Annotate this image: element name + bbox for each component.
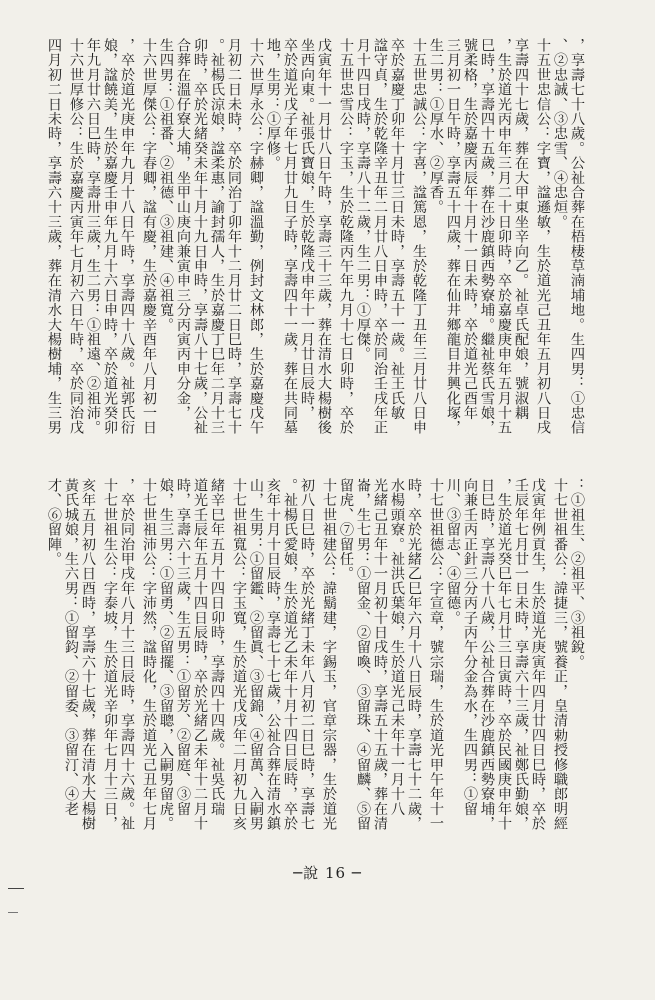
text-column: 四月初二日未時，享壽六十三歲，葬在清水大楊樹埔，生三男 bbox=[46, 38, 62, 435]
text-column: 十五世忠信公：字寶，諡遜敏，生於道光己丑年五月初八日戌 bbox=[535, 38, 551, 435]
text-column: 娘，諡饒美，生於嘉慶壬申年九月十六日申時，卒於道光癸卯 bbox=[102, 38, 118, 435]
page-number: ─說 16 ─ bbox=[293, 864, 362, 882]
upper-text-block bbox=[45, 38, 585, 440]
text-column: 黃氏城娘，生六男：①留鈞、②留委、③留汀、④老 bbox=[63, 478, 79, 817]
text-column: 生四男：①祖番、②祖德、③祖建、④祖寬。 bbox=[158, 38, 174, 332]
binding-mark bbox=[8, 912, 18, 913]
lower-text-block bbox=[45, 478, 585, 838]
text-column: 享壽四十七歲，葬在大甲東坐辛向乙。祉卓氏配娘，號淑耦 bbox=[513, 38, 529, 421]
text-column: ，生於道光癸巳年七月廿三日寅時，卒於民國庚申年十 bbox=[496, 478, 512, 831]
text-column: 戊寅年十一月廿八日午時，享壽三十三歲，葬在清水大楊樹後 bbox=[316, 38, 332, 435]
text-column: 十六世厚傑公：字春卿，諡有慶，生於嘉慶辛酉年八月初一日 bbox=[141, 38, 157, 435]
binding-mark bbox=[8, 888, 24, 889]
text-column: 坐西向東。祉張氏寶娘，生於乾隆戊申年十一月廿日辰時， bbox=[299, 38, 315, 421]
text-column: 十五世忠雪公：字玉，生於乾隆丙午年九月十七日卯時，卒於 bbox=[338, 38, 354, 435]
text-column: 號柔格，生於嘉慶丙辰年十月十一日未時，卒於道光己酉年 bbox=[462, 38, 478, 421]
text-column: 十七世祖生公：字泰坡，生於道光辛卯年七月十三日， bbox=[102, 478, 118, 831]
text-column: 水楊頭寮。祉洪氏葉娘，生於道光己未年十一月十八 bbox=[389, 478, 405, 817]
text-column: 月十四日戌時，享壽八十二歲，生二男：①厚傑。 bbox=[355, 38, 371, 362]
text-column: 生二男：①厚水、②厚香。 bbox=[428, 38, 444, 215]
text-column: 時，享壽六十三歲，生五男：①留芳、②留庭、③留 bbox=[175, 478, 191, 817]
text-column: 山，生男：①留鑑、②留眞、③留錦、④留萬、入嗣男 bbox=[248, 478, 264, 831]
text-column: 合葬在溫仔寮大埔，坐甲山庚向兼寅申三分丙寅丙申分金， bbox=[175, 38, 191, 421]
text-column: 月初二日未時，卒於同治丁卯年十二月廿二日巳時，享壽七十 bbox=[226, 38, 242, 435]
text-column: 十六世厚永公：字赫卿，諡溫勤，例封文林郎，生於嘉慶戊午 bbox=[248, 38, 264, 435]
text-column: 崙，生七男：①留金、②留喚、③留珠、④留麟、⑤留 bbox=[355, 478, 371, 831]
text-column: 。祉楊氏愛娘，生於道光乙未年十月十四日辰時，卒於 bbox=[282, 478, 298, 831]
text-column: ，卒於同治甲戌年八月十三日辰時，享壽四十六歲。祉 bbox=[119, 478, 135, 831]
text-column: 壬辰年七月廿一日未時，享壽六十三歲，祉鄭氏勤娘， bbox=[513, 478, 529, 831]
text-column: ，享壽七十八歲。公祉合葬在梧棲草湳埔地。生四男：①忠信 bbox=[569, 38, 585, 435]
text-column: 巳時，享壽四十五歲，葬在沙鹿鎮西勢寮埔。繼祉蔡氏雪娘， bbox=[479, 38, 495, 435]
text-column: 留虎、⑦留任。 bbox=[338, 478, 354, 581]
text-column: 才、⑥留陣。 bbox=[46, 478, 62, 567]
text-column: 十七世祖番公：諱捷三，號養正，皇清勅授修職郎明經 bbox=[552, 478, 568, 831]
text-column: ：①祖生、②祖平、③祖銳。 bbox=[569, 478, 585, 670]
text-column: 道光壬辰年五月十四日辰時，卒於光緒乙未年十二月十 bbox=[192, 478, 208, 831]
text-column: 十五世忠誠公：字喜，諡篤恩，生於乾隆丁丑年三月廿八日申 bbox=[411, 38, 427, 435]
text-column: 十七世祖沛公：字沛然，諡時化，生於道光己丑年七月 bbox=[141, 478, 157, 831]
text-column: 卯時，卒於光緒癸未年十月十九日申時，享壽八十七歲，公祉 bbox=[192, 38, 208, 435]
text-column: 初八日巳時，卒於光緒丁未年八月初二日巳時，享壽七 bbox=[299, 478, 315, 831]
text-column: 卒於嘉慶丁卯年十月廿三日未時，享壽五十一歲。祉王氏敏 bbox=[389, 38, 405, 421]
text-column: 三月初一日午時，享壽五十四歲，葬在仙井鄉龍目井興化塚， bbox=[445, 38, 461, 435]
text-column: 亥年五月初八日酉時，享壽六十七歲，葬在清水大楊樹 bbox=[80, 478, 96, 831]
text-column: 年九月廿六日巳時，享壽卅三歲，生二男：①祖遠、②祖沛。 bbox=[85, 38, 101, 435]
text-column: 日巳時，享壽八十八歲，公祉合葬在沙鹿鎮西勢寮埔， bbox=[479, 478, 495, 831]
text-column: 卒於道光戊子年七月廿九日子時，享壽四十一歲，葬在共同墓 bbox=[282, 38, 298, 435]
text-column: 向兼壬丙正針三分丙子丙午分金為水，生四男：①留 bbox=[462, 478, 478, 817]
text-column: 、②忠誠、③忠雪、④忠烜。 bbox=[552, 38, 568, 230]
text-column: 戊寅年例貢生，生於道光庚寅年四月廿四日巳時，卒於 bbox=[530, 478, 546, 831]
text-column: ，卒於道光庚申年九月十八日午時，享壽四十八歲。祉郭氏衍 bbox=[119, 38, 135, 435]
text-column: 十七世祖建公：諱鬍建，字錫玉，官章宗器，生於道光 bbox=[321, 478, 337, 831]
text-column: ，生於道光丙申年三月二十日卯時，卒於嘉慶庚申年五月十五 bbox=[496, 38, 512, 435]
text-column: 十七世祖德公：字宣章，號宗瑞，生於道光甲午年十一 bbox=[428, 478, 444, 831]
text-column: 諡守貞，生於乾隆辛丑年二月廿八日申時，卒於同治壬戌年正 bbox=[372, 38, 388, 435]
text-column: 十六世厚修公：生於嘉慶丙寅年七月初六日午時，卒於同治戊 bbox=[68, 38, 84, 435]
text-column: 娘，生三男：①留勇、②留擺、③留聰，入嗣男留虎。 bbox=[158, 478, 174, 831]
text-column: 十七世祖寬公：字玉寬，生於道光戊戌年二月初九日亥 bbox=[231, 478, 247, 831]
text-column: 地，生男：①厚修。 bbox=[265, 38, 281, 171]
text-column: 亥年十月十日辰時，享壽七十七歲，公祉合葬在清水鎮 bbox=[265, 478, 281, 831]
text-column: 緒辛巳年五月十四日卯時，享壽四十四歲。祉吳氏瑞 bbox=[209, 478, 225, 817]
text-column: 。祉楊氏涼娘，諡柔惠，諭封孺人，生於嘉慶丁巳年二月十三 bbox=[209, 38, 225, 435]
text-column: 川、③留志、④留德。 bbox=[445, 478, 461, 625]
text-column: 時，卒於光緒乙巳年六月十八日辰時，享壽七十二歲， bbox=[406, 478, 422, 831]
text-column: 光緒己丑年十一月初十日戌時，享壽五十五歲，葬在清 bbox=[372, 478, 388, 831]
